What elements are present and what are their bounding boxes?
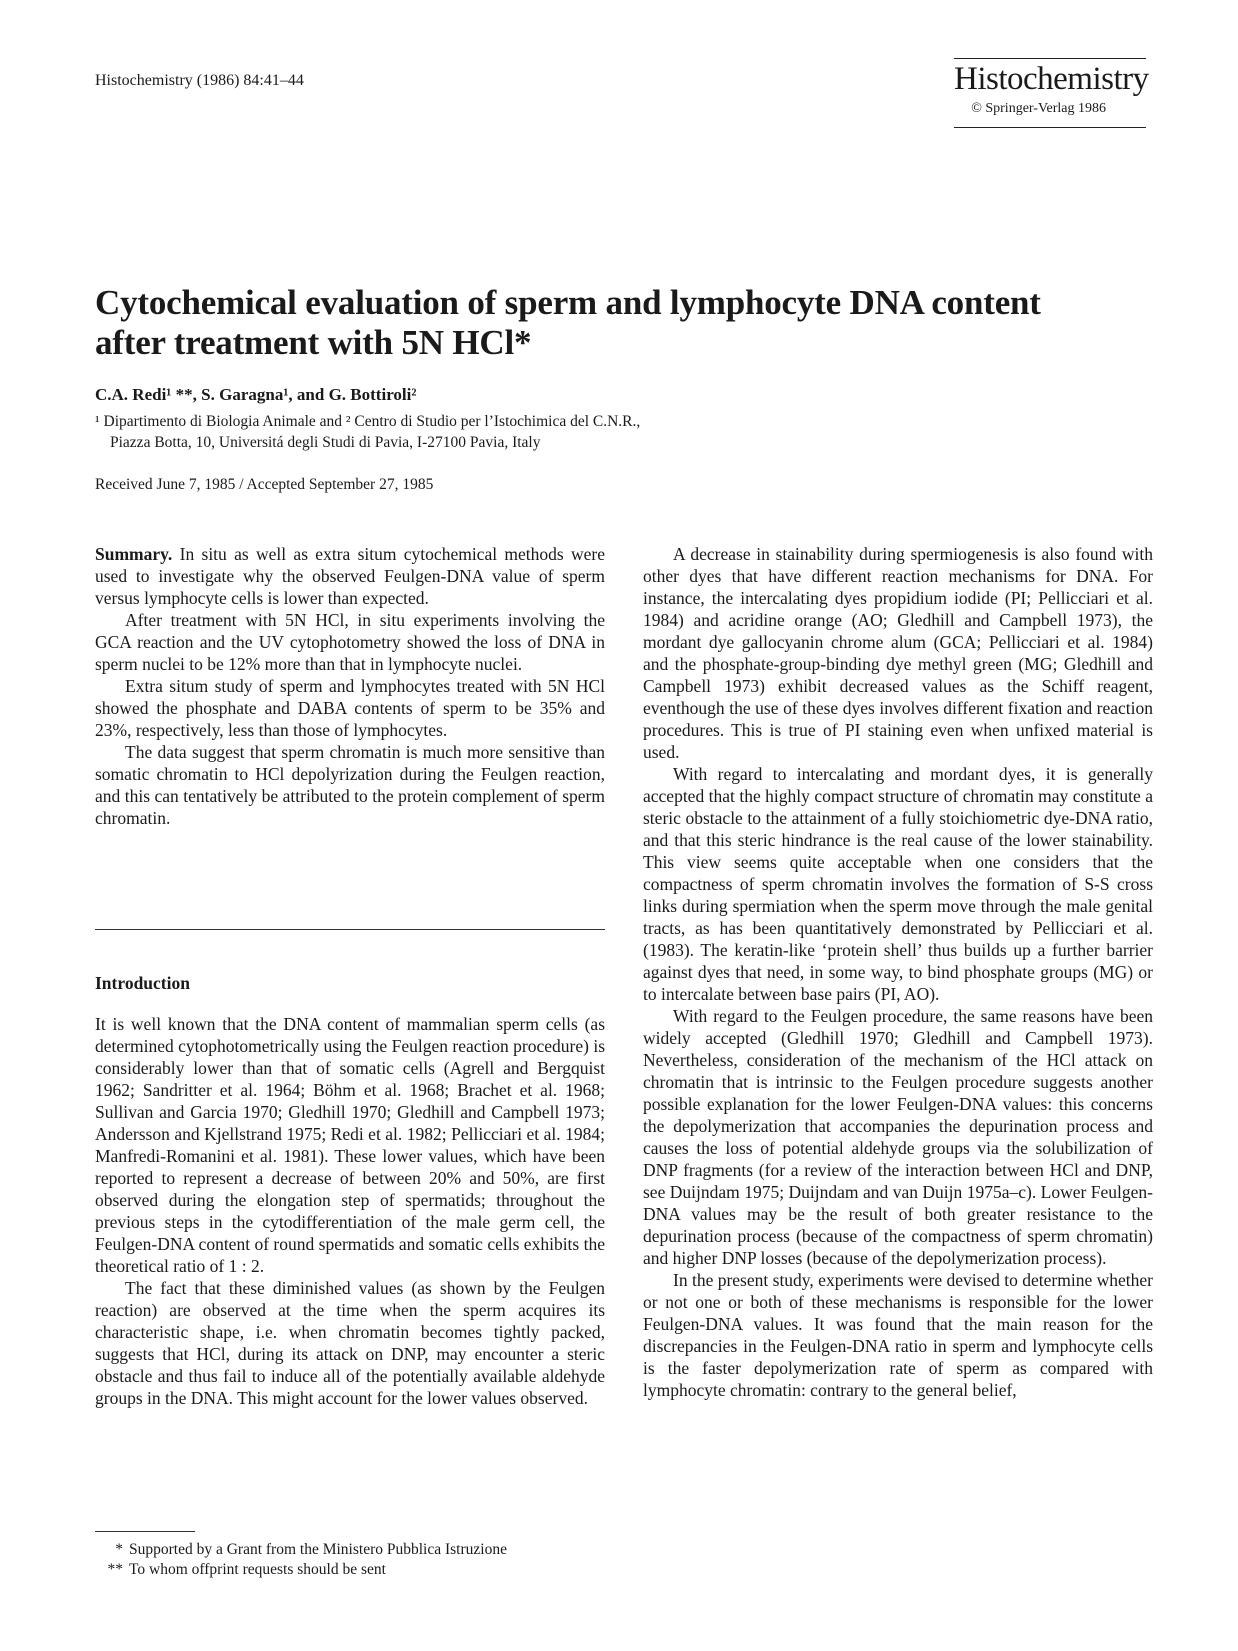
summary-section: [95, 543, 605, 829]
footnote-2-mark: **: [107, 1561, 123, 1578]
introduction-heading: Introduction: [95, 973, 190, 993]
affiliations: [95, 411, 855, 453]
introduction-paragraph-1: It is well known that the DNA content of mammalian sperm cells (as determined cytophotometrically using the Feulgen reaction procedure) is considerably lower than that of somatic cells (Agrell and Bergquist 1962; Sandritter et al. 1964; Böhm et al. 1968; Brachet et al. 1968; Sullivan and Garcia 1970; Gledhill 1970; Gledhill and Campbell 1973; Andersson and Kjellstrand 1975; Redi et al. 1982; Pellicciari et al. 1984; Manfredi-Romanini et al. 1981). These lower values, which have been reported to represent a decrease of between 20% and 50%, are first observed during the elongation step of spermatids; throughout the previous steps in the cytodifferentiation of the male germ cell, the Feulgen-DNA content of round spermatids and somatic cells exhibits the theoretical ratio of 1 : 2.: [95, 1014, 605, 1276]
journal-masthead: [954, 58, 1149, 128]
section-divider: [95, 929, 605, 930]
footnote-1-text: Supported by a Grant from the Ministero Pubblica Istruzione: [129, 1541, 507, 1558]
summary-text-1: In situ as well as extra situm cytochemical methods were used to investigate why the observed Feulgen-DNA value of sperm versus lymphocyte cells is lower than expected.: [95, 544, 605, 608]
introduction-section: [95, 1013, 605, 1409]
article-title: [95, 283, 1095, 363]
summary-paragraph-3: Extra situm study of sperm and lymphocytes treated with 5N HCl showed the phosphate and DABA contents of sperm to be 35% and 23%, respectively, less than those of lymphocytes.: [95, 676, 605, 740]
footnote-1: [95, 1540, 615, 1560]
received-dates: Received June 7, 1985 / Accepted September 27, 1985: [95, 476, 434, 493]
footnote-rule: [95, 1531, 195, 1532]
footnote-1-mark: *: [115, 1541, 123, 1558]
title-line-2: after treatment with 5N HCl*: [95, 323, 532, 362]
right-paragraph-2: With regard to intercalating and mordant dyes, it is generally accepted that the highly compact structure of chromatin may constitute a steric obstacle to the attainment of a fully stoichiometric dye-DNA ratio, and that this steric hindrance is the real cause of the lower stainability. This view seems quite acceptable when one considers that the compactness of sperm chromatin involves the formation of S-S cross links during spermiation when the sperm move through the male genital tracts, as has been quantitatively demonstrated by Pellicciari et al. (1983). The keratin-like ‘protein shell’ thus builds up a further barrier against dyes that need, in some way, to bind phosphate groups (MG) or to intercalate between base pairs (PI, AO).: [643, 764, 1153, 1004]
author-list: C.A. Redi¹ **, S. Garagna¹, and G. Bottiroli²: [95, 385, 417, 404]
masthead-rule-bottom: [954, 127, 1146, 128]
summary-paragraph-1: [95, 543, 605, 609]
right-paragraph-3: With regard to the Feulgen procedure, the same reasons have been widely accepted (Gledhill 1970; Gledhill and Campbell 1973). Nevertheless, consideration of the mechanism of the HCl attack on chromatin that is intrinsic to the Feulgen procedure suggests another possible explanation for the lower Feulgen-DNA values: this concerns the depolymerization that accompanies the depurination process and causes the loss of potential aldehyde groups via the solubilization of DNP fragments (for a review of the interaction between HCl and DNP, see Duijndam 1975; Duijndam and van Duijn 1975a–c). Lower Feulgen-DNA values may be the result of both greater resistance to the depurination process (because of the compactness of sperm chromatin) and higher DNP losses (because of the depolymerization process).: [643, 1006, 1153, 1268]
right-column-text: [643, 543, 1153, 1401]
masthead-rule-top: [954, 58, 1146, 59]
affiliation-line-1: ¹ Dipartimento di Biologia Animale and ² Centro di Studio per l’Istochimica del C.N.R.,: [95, 413, 641, 430]
footnote-2-text: To whom offprint requests should be sent: [129, 1561, 386, 1578]
right-paragraph-1: A decrease in stainability during spermiogenesis is also found with other dyes that have different reaction mechanisms for DNA. For instance, the intercalating dyes propidium iodide (PI; Pellicciari et al. 1984) and acridine orange (AO; Gledhill and Campbell 1973), the mordant dye gallocyanin chrome alum (GCA; Pellicciari et al. 1984) and the phosphate-group-binding dye methyl green (MG; Gledhill and Campbell 1973) exhibit decreased values as the Schiff reagent, eventhough the use of these dyes involves different fixation and reaction procedures. This is true of PI staining even when unfixed material is used.: [643, 544, 1153, 762]
footnotes: [95, 1540, 615, 1580]
summary-paragraph-2: After treatment with 5N HCl, in situ experiments involving the GCA reaction and the UV cytophotometry showed the loss of DNA in sperm nuclei to be 12% more than that in lymphocyte nuclei.: [95, 610, 605, 674]
journal-citation: Histochemistry (1986) 84:41–44: [95, 72, 304, 89]
journal-name: Histochemistry: [954, 61, 1149, 97]
copyright-notice: © Springer-Verlag 1986: [971, 101, 1106, 116]
footnote-2: [95, 1560, 615, 1580]
summary-label: Summary.: [95, 544, 173, 564]
affiliation-line-2: Piazza Botta, 10, Universitá degli Studi di Pavia, I-27100 Pavia, Italy: [110, 434, 541, 451]
title-line-1: Cytochemical evaluation of sperm and lymphocyte DNA content: [95, 283, 1041, 322]
right-paragraph-4: In the present study, experiments were devised to determine whether or not one or both of these mechanisms is responsible for the lower Feulgen-DNA values. It was found that the main reason for the discrepancies in the Feulgen-DNA ratio in sperm and lymphocyte cells is the faster depolymerization rate of sperm as compared with lymphocyte chromatin: contrary to the general belief,: [643, 1270, 1153, 1400]
summary-paragraph-4: The data suggest that sperm chromatin is much more sensitive than somatic chromatin to HCl depolyrization during the Feulgen reaction, and this can tentatively be attributed to the protein complement of sperm chromatin.: [95, 742, 605, 828]
introduction-paragraph-2: The fact that these diminished values (as shown by the Feulgen reaction) are observed at the time when the sperm acquires its characteristic shape, i.e. when chromatin becomes tightly packed, suggests that HCl, during its attack on DNP, may encounter a steric obstacle and thus fail to induce all of the potentially available aldehyde groups in the DNA. This might account for the lower values observed.: [95, 1278, 605, 1408]
